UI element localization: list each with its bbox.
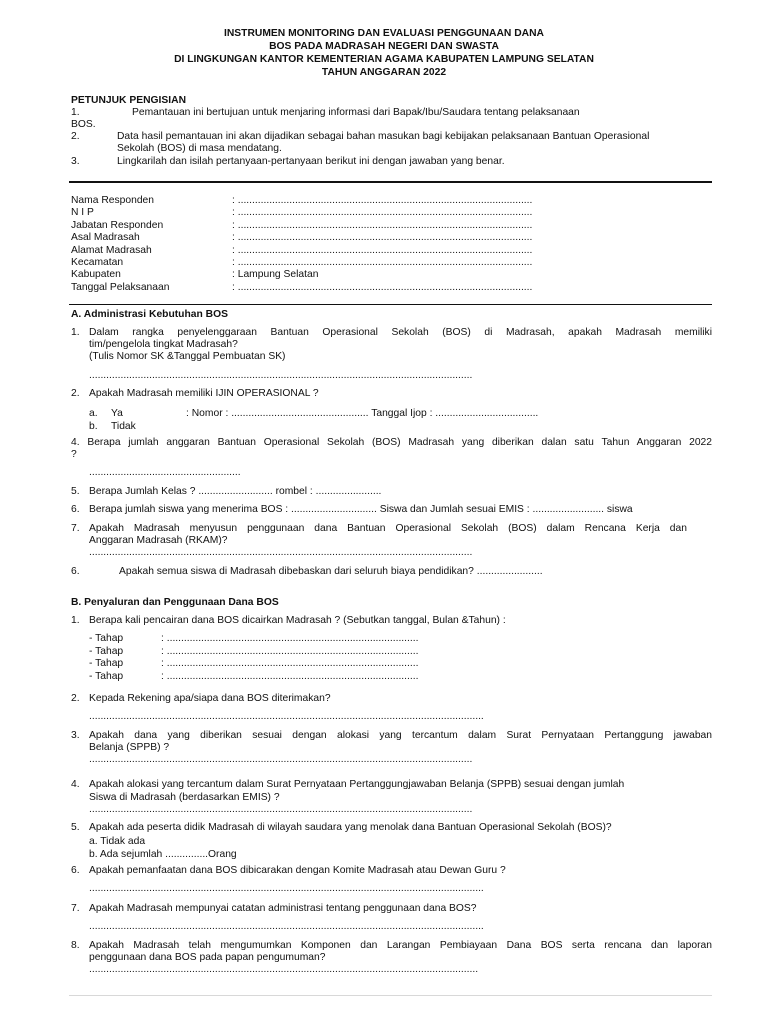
b-q6-number: 6. — [71, 865, 80, 876]
b-q8-answer[interactable]: ........................................................................................................................................ — [89, 964, 479, 975]
instruction-1-number: 1. — [71, 107, 80, 118]
b-q2-text: Kepada Rekening apa/siapa dana BOS diterimakan? — [89, 693, 331, 704]
b-q1-text: Berapa kali pencairan dana BOS dicairkan Madrasah ? (Sebutkan tanggal, Bulan &Tahun) : — [89, 615, 506, 626]
b-q4-text-cont: Siswa di Madrasah (berdasarkan EMIS) ? — [89, 792, 280, 803]
a-q1-text: Dalam rangka penyelenggaraan Bantuan Operasional Sekolah (BOS) di Madrasah, apakah Madrasah memiliki — [89, 327, 712, 338]
b-q1-tahap-3-value[interactable]: : ........................................................................................ — [161, 658, 419, 669]
field-label-kecamatan: Kecamatan — [71, 257, 124, 268]
instruction-2-number: 2. — [71, 131, 80, 142]
b-q1-tahap-3-label: - Tahap — [89, 658, 124, 669]
a-q7-number: 7. — [71, 523, 80, 534]
title-line-4: TAHUN ANGGARAN 2022 — [321, 67, 447, 78]
b-q3-answer[interactable]: ...................................................................................................................................... — [89, 754, 473, 765]
field-label-nama: Nama Responden — [71, 195, 154, 206]
field-value-tanggal[interactable]: : ....................................................................................................... — [232, 282, 533, 293]
divider-middle — [69, 304, 712, 305]
b-q5-number: 5. — [71, 822, 80, 833]
field-label-kabupaten: Kabupaten — [71, 269, 121, 280]
field-value-kecamatan[interactable]: : ....................................................................................................... — [232, 257, 533, 268]
field-value-nip[interactable]: : ....................................................................................................... — [232, 207, 533, 218]
b-q1-tahap-4-label: - Tahap — [89, 671, 124, 682]
b-q4-answer[interactable]: ...................................................................................................................................... — [89, 804, 473, 815]
instructions-heading: PETUNJUK PENGISIAN — [71, 95, 187, 106]
instruction-3-text: Lingkarilah dan isilah pertanyaan-pertanyaan berikut ini dengan jawaban yang benar. — [117, 156, 505, 167]
a-q1-number: 1. — [71, 327, 80, 338]
a-q7-text-cont: Anggaran Madrasah (RKAM)? — [89, 535, 228, 546]
b-q1-number: 1. — [71, 615, 80, 626]
field-value-nama[interactable]: : ....................................................................................................... — [232, 195, 533, 206]
a-q2-text: Apakah Madrasah memiliki IJIN OPERASIONAL ? — [89, 388, 319, 399]
divider-top — [69, 181, 712, 183]
a-q2-option-b-label[interactable]: Tidak — [111, 421, 136, 432]
a-q2-option-a-label[interactable]: Ya — [111, 408, 123, 419]
instruction-1-text: Pemantauan ini bertujuan untuk menjaring informasi dari Bapak/Ibu/Saudara tentang pelaksanaan — [132, 107, 580, 118]
a-q2-option-a-detail[interactable]: : Nomor : ................................................ Tanggal Ijop : .................................... — [186, 408, 539, 419]
b-q6-answer[interactable]: .......................................................................................................................................... — [89, 883, 484, 894]
b-q1-tahap-1-label: - Tahap — [89, 633, 124, 644]
field-label-asal-madrasah: Asal Madrasah — [71, 232, 140, 243]
b-q2-number: 2. — [71, 693, 80, 704]
a-q4-text: 4. Berapa jumlah anggaran Bantuan Operasional Sekolah (BOS) Madrasah yang diberikan dalan satu Tahun Anggaran 2022 — [71, 437, 712, 448]
b-q7-answer[interactable]: .......................................................................................................................................... — [89, 921, 484, 932]
b-q2-answer[interactable]: .......................................................................................................................................... — [89, 711, 484, 722]
a-q7-text: Apakah Madrasah menyusun penggunaan dana Bantuan Operasional Sekolah (BOS) dalam Rencana Kerja dan — [89, 523, 687, 534]
section-a-heading: A. Administrasi Kebutuhan BOS — [71, 309, 228, 320]
instruction-1-text-cont: BOS. — [71, 119, 96, 130]
b-q7-text: Apakah Madrasah mempunyai catatan administrasi tentang penggunaan dana BOS? — [89, 903, 477, 914]
b-q3-text-cont: Belanja (SPPB) ? — [89, 742, 170, 753]
a-q6-number: 6. — [71, 504, 80, 515]
a-q2-number: 2. — [71, 388, 80, 399]
b-q1-tahap-2-label: - Tahap — [89, 646, 124, 657]
title-line-3: DI LINGKUNGAN KANTOR KEMENTERIAN AGAMA KABUPATEN LAMPUNG SELATAN — [174, 54, 594, 65]
b-q5-text: Apakah ada peserta didik Madrasah di wilayah saudara yang menolak dana Bantuan Operasional Sekolah (BOS)? — [89, 822, 612, 833]
a-q6-text[interactable]: Berapa jumlah siswa yang menerima BOS : .............................. Siswa dan Jumlah sesuai EMIS : ......................... siswa — [89, 504, 633, 515]
b-q3-text: Apakah dana yang diberikan sesuai dengan alokasi yang tercantum dalam Surat Pernyataan Pertanggung jawaban — [89, 730, 712, 741]
a-q4-text-cont: ? — [71, 449, 77, 460]
a-q6b-text[interactable]: Apakah semua siswa di Madrasah dibebaskan dari seluruh biaya pendidikan? ....................... — [119, 566, 543, 577]
b-q1-tahap-2-value[interactable]: : ........................................................................................ — [161, 646, 419, 657]
b-q4-text: Apakah alokasi yang tercantum dalam Surat Pernyataan Pertanggungjawaban Belanja (SPPB) sesuai dengan jumlah — [89, 779, 625, 790]
a-q5-number: 5. — [71, 486, 80, 497]
b-q5-option-b[interactable]: b. Ada sejumlah ...............Orang — [89, 849, 237, 860]
a-q6b-number: 6. — [71, 566, 80, 577]
a-q5-text[interactable]: Berapa Jumlah Kelas ? .......................... rombel : ....................... — [89, 486, 382, 497]
b-q8-number: 8. — [71, 940, 80, 951]
section-b-heading: B. Penyaluran dan Penggunaan Dana BOS — [71, 597, 279, 608]
a-q2-option-b-letter: b. — [89, 421, 98, 432]
field-label-tanggal: Tanggal Pelaksanaan — [71, 282, 170, 293]
a-q1-note: (Tulis Nomor SK &Tanggal Pembuatan SK) — [89, 351, 286, 362]
instruction-3-number: 3. — [71, 156, 80, 167]
b-q6-text: Apakah pemanfaatan dana BOS dibicarakan dengan Komite Madrasah atau Dewan Guru ? — [89, 865, 506, 876]
b-q8-text: Apakah Madrasah telah mengumumkan Komponen dan Larangan Pembiayaan Dana BOS serta rencana dan laporan — [89, 940, 712, 951]
field-label-alamat: Alamat Madrasah — [71, 245, 152, 256]
instruction-2-text: Data hasil pemantauan ini akan dijadikan sebagai bahan masukan bagi kebijakan pelaksanaan Bantuan Operasional — [117, 131, 650, 142]
title-line-1: INSTRUMEN MONITORING DAN EVALUASI PENGGUNAAN DANA — [224, 28, 544, 39]
field-value-asal-madrasah[interactable]: : ....................................................................................................... — [232, 232, 533, 243]
b-q3-number: 3. — [71, 730, 80, 741]
instruction-2-text-cont: Sekolah (BOS) di masa mendatang. — [117, 143, 282, 154]
title-line-2: BOS PADA MADRASAH NEGERI DAN SWASTA — [269, 41, 499, 52]
field-value-jabatan[interactable]: : ....................................................................................................... — [232, 220, 533, 231]
b-q4-number: 4. — [71, 779, 80, 790]
a-q1-text-cont: tim/pengelola tingkat Madrasah? — [89, 339, 238, 350]
a-q7-answer[interactable]: ...................................................................................................................................... — [89, 547, 473, 558]
b-q1-tahap-1-value[interactable]: : ........................................................................................ — [161, 633, 419, 644]
b-q1-tahap-4-value[interactable]: : ........................................................................................ — [161, 671, 419, 682]
field-label-jabatan: Jabatan Responden — [71, 220, 164, 231]
field-value-kabupaten: : Lampung Selatan — [232, 269, 319, 280]
b-q8-text-cont: penggunaan dana BOS pada papan pengumuman? — [89, 952, 326, 963]
field-label-nip: N I P — [71, 207, 94, 218]
b-q5-option-a[interactable]: a. Tidak ada — [89, 836, 146, 847]
b-q7-number: 7. — [71, 903, 80, 914]
page-bottom-divider — [69, 995, 712, 996]
field-value-alamat[interactable]: : ....................................................................................................... — [232, 245, 533, 256]
a-q4-answer[interactable]: ..................................................... — [89, 467, 241, 478]
a-q2-option-a-letter: a. — [89, 408, 98, 419]
a-q1-answer[interactable]: ...................................................................................................................................... — [89, 370, 473, 381]
